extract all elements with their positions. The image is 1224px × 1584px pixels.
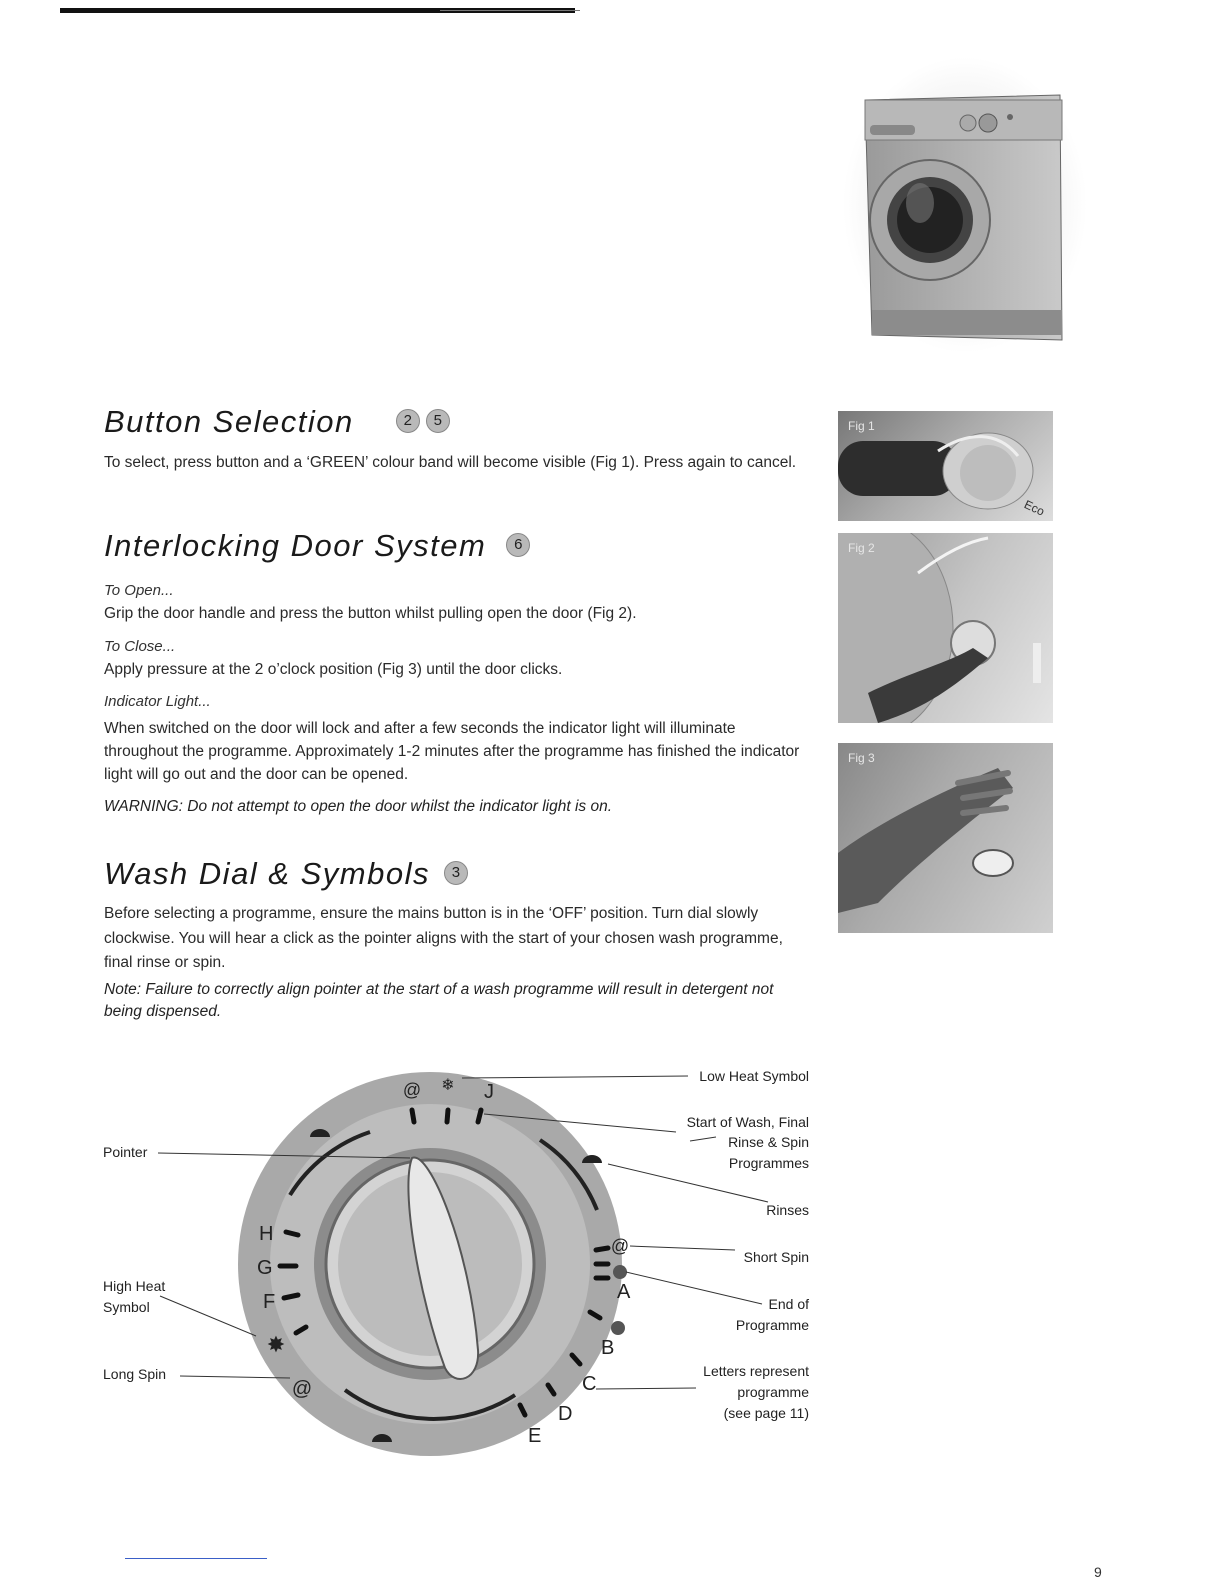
fig-2-label: Fig 2 [848,541,875,555]
short-spin-icon: @ [610,1236,630,1256]
callout-high-heat-1: High Heat [103,1278,166,1294]
button-selection-title: Button Selection [104,404,354,439]
to-close-label: To Close... [104,638,176,655]
fig-2-illustration [838,533,1053,723]
fig-1-label: Fig 1 [848,419,875,433]
footer-rule [125,1558,267,1559]
wash-dial-note: Note: Failure to correctly align pointer at the start of a wash programme will result in detergent not being dispensed. [104,981,774,1020]
to-close-text: Apply pressure at the 2 o’clock position (Fig 3) until the door clicks. [104,661,563,678]
button-selection-text: To select, press button and a ‘GREEN’ colour band will become visible (Fig 1). Press again to cancel. [104,454,797,471]
low-heat-icon: ❄ [441,1077,455,1094]
callout-low-heat: Low Heat Symbol [699,1068,809,1084]
fig-3-illustration [838,743,1053,933]
long-spin-icon: @ [291,1378,313,1400]
spin-symbol-top: @ [402,1080,422,1100]
fig-3-photo [838,743,1053,933]
callout-letters-1: Letters represent [703,1363,809,1379]
fig-1-photo [838,411,1053,521]
to-open-label: To Open... [104,582,174,599]
door-warning: WARNING: Do not attempt to open the door whilst the indicator light is on. [104,798,613,815]
letter-g: G [257,1257,273,1279]
callout-end-2: Programme [735,1317,809,1333]
to-open-text: Grip the door handle and press the button whilst pulling open the door (Fig 2). [104,605,637,622]
wash-dial-heading [104,856,468,892]
letter-b: B [601,1337,615,1359]
wash-dial-diagram [0,1050,1224,1490]
badge-2: 2 [396,409,420,433]
callout-pointer: Pointer [103,1144,148,1160]
callout-high-heat-2: Symbol [103,1299,150,1315]
callout-rinses: Rinses [766,1202,809,1218]
page-number: 9 [1094,1564,1102,1580]
button-selection-heading [104,404,450,440]
callout-letters-2: programme [737,1384,809,1400]
letter-d: D [558,1403,573,1425]
callout-start-3: Programmes [728,1155,809,1171]
end-of-programme-dot-2 [611,1321,625,1335]
badge-3: 3 [444,861,468,885]
letter-c: C [582,1373,597,1395]
door-system-heading [104,528,530,564]
callout-letters-3: (see page 11) [723,1405,809,1421]
callout-start-2: Rinse & Spin [728,1134,809,1150]
letter-a: A [617,1281,631,1303]
fig-1-photo-text: Eco [1022,497,1047,519]
letter-j: J [484,1081,494,1103]
indicator-light-label: Indicator Light... [104,693,211,710]
washing-machine-photo [840,55,1090,355]
letter-e: E [528,1425,542,1447]
callout-start-1: Start of Wash, Final [686,1114,809,1130]
wash-dial-title: Wash Dial & Symbols [104,856,430,891]
wash-dial-text: Before selecting a programme, ensure the mains button is in the ‘OFF’ position. Turn dial slowly clockwise. You will hear a click as the pointer aligns with the start of your chosen wash programme, final rinse or spin. [104,905,783,971]
callout-long-spin: Long Spin [103,1366,167,1382]
end-of-programme-dot [613,1265,627,1279]
callout-short-spin: Short Spin [743,1249,809,1265]
badge-6: 6 [506,533,530,557]
fig-2-photo [838,533,1053,723]
indicator-light-text: When switched on the door will lock and after a few seconds the indicator light will illuminate throughout the programme. Approximately 1-2 minutes after the programme has finished the indicator light will go out and the door can be opened. [104,720,800,783]
top-rule-thin [440,10,580,11]
door-system-title: Interlocking Door System [104,528,487,563]
badge-5: 5 [426,409,450,433]
fig-3-label: Fig 3 [848,751,875,765]
letter-f: F [263,1291,276,1313]
letter-h: H [259,1223,274,1245]
washing-machine-illustration [840,55,1090,355]
callout-end-1: End of [768,1296,809,1312]
high-heat-icon: ✸ [266,1332,286,1357]
